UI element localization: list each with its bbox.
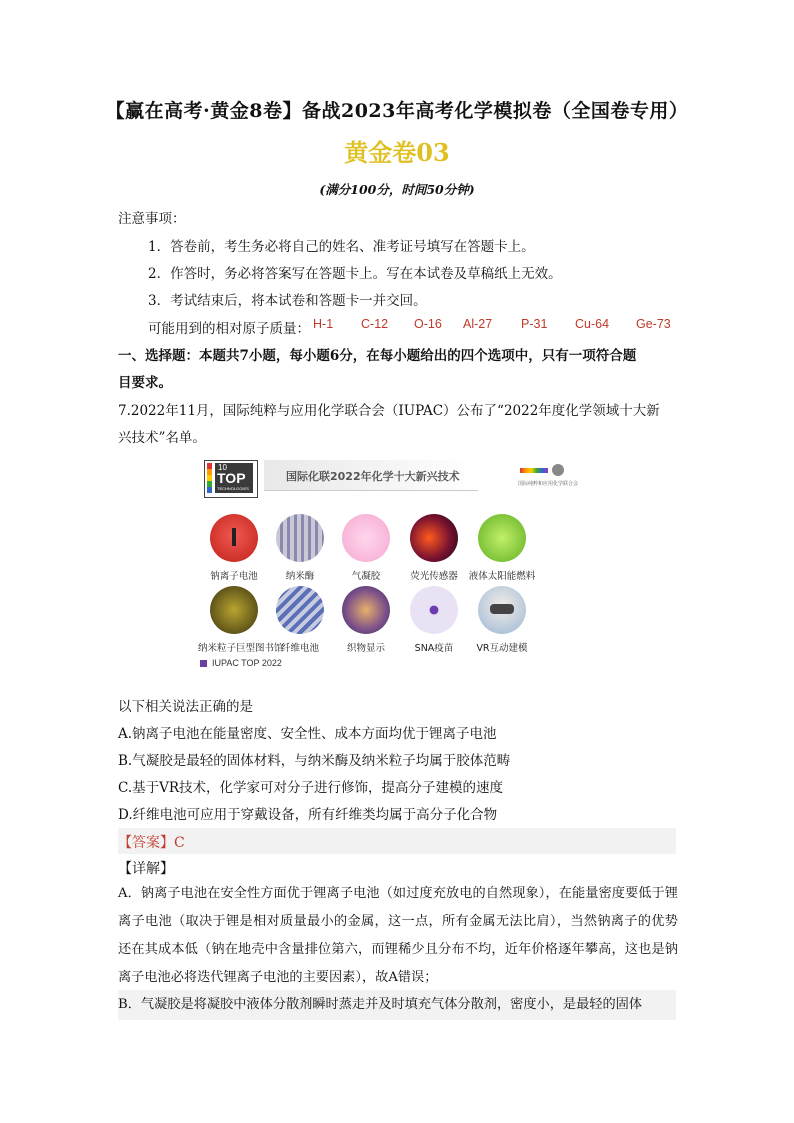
iupac-top10-figure (198, 458, 598, 676)
notice-item-2: 2．作答时，务必将答案写在答题卡上。写在本试卷及草稿纸上无效。 (148, 266, 562, 282)
tile-nanozyme: 纳米酶 (264, 514, 336, 582)
tile-aerogel: 气凝胶 (330, 514, 402, 582)
logo-top: TOP (217, 470, 246, 486)
mass-al: Al-27 (463, 317, 493, 331)
tile-nanoparticle-library: 纳米粒子巨型图书馆 (198, 586, 270, 654)
mass-cu: Cu-64 (575, 317, 610, 331)
figure-banner-text: 国际化联2022年化学十大新兴技术 (286, 470, 460, 483)
exam-title: 【赢在高考·黄金8卷】备战2023年高考化学模拟卷（全国卷专用） (105, 100, 689, 122)
iupac-org-logo (516, 462, 596, 494)
answer-line (118, 832, 185, 852)
detail-label: 【详解】 (118, 861, 174, 877)
question-stem-line1: 7.2022年11月，国际纯粹与应用化学联合会（IUPAC）公布了“2022年度化学领域十大新 (118, 403, 660, 419)
masses-label: 可能用到的相对原子质量： (148, 321, 310, 337)
score-time-note: (满分100分，时间50分钟) (319, 182, 475, 197)
question-stem-line2: 兴技术”名单。 (118, 430, 206, 446)
notice-heading: 注意事项： (118, 211, 186, 227)
tile-fabric-display: 织物显示 (330, 586, 402, 654)
option-c: C.基于VR技术，化学家可对分子进行修饰，提高分子建模的速度 (118, 780, 504, 796)
mass-c: C-12 (361, 317, 389, 331)
option-d: D.纤维电池可应用于穿戴设备，所有纤维类均属于高分子化合物 (118, 807, 498, 823)
option-b: B.气凝胶是最轻的固体材料，与纳米酶及纳米粒子均属于胶体范畴 (118, 753, 511, 769)
explanation-a: A．钠离子电池在安全性方面优于锂离子电池（如过度充放电的自然现象），在能量密度要低于锂离子电池（取决于锂是相对质量最小的金属，这一点，所有金属无法比肩），当然钠离子的优势还在其成本低（钠在地壳中含量排位第六，而锂稀少且分布不均，近年价格逐年攀高，这也是钠离子电池必将迭代锂离子电池的主要因素），故A错误； (118, 886, 678, 985)
tile-fiber-battery: 纤维电池 (264, 586, 336, 654)
tile-vr-modeling: VR互动建模 (466, 586, 538, 654)
org-name: 国际纯粹和应用化学联合会 (518, 481, 579, 487)
mass-h: H-1 (313, 317, 334, 331)
figure-legend: IUPAC TOP 2022 (200, 658, 282, 668)
tile-sna-vaccine: SNA疫苗 (398, 586, 470, 654)
notice-item-3: 3．考试结束后，将本试卷和答题卡一并交回。 (148, 293, 427, 309)
answer-background (118, 828, 676, 854)
option-a: A.钠离子电池在能量密度、安全性、成本方面均优于锂离子电池 (118, 726, 497, 742)
tile-sodium-ion-battery: 钠离子电池 (198, 514, 270, 582)
mass-p: P-31 (521, 317, 548, 331)
top10-logo (204, 460, 258, 498)
mass-o: O-16 (414, 317, 442, 331)
tile-liquid-solar-fuel: 液体太阳能燃料 (466, 514, 538, 582)
question-prompt: 以下相关说法正确的是 (118, 699, 253, 715)
tile-fluorescent-sensor: 荧光传感器 (398, 514, 470, 582)
logo-tech: TECHNOLOGIES (217, 486, 249, 491)
notice-item-1: 1．答卷前，考生务必将自己的姓名、准考证号填写在答题卡上。 (148, 239, 535, 255)
logo-ten: 10 (218, 463, 227, 472)
mass-ge: Ge-73 (636, 317, 671, 331)
answer-value: C (174, 835, 185, 851)
figure-banner (264, 460, 478, 491)
section-heading-line1: 一、选择题：本题共7小题，每小题6分，在每小题给出的四个选项中，只有一项符合题 (118, 348, 637, 364)
section-heading-line2: 目要求。 (118, 375, 172, 391)
explanation-b: B．气凝胶是将凝胶中液体分散剂瞬时蒸走并及时填充气体分散剂，密度小，是最轻的固体 (118, 997, 642, 1012)
answer-label: 【答案】 (118, 835, 174, 851)
exam-subtitle: 黄金卷03 (344, 138, 450, 167)
